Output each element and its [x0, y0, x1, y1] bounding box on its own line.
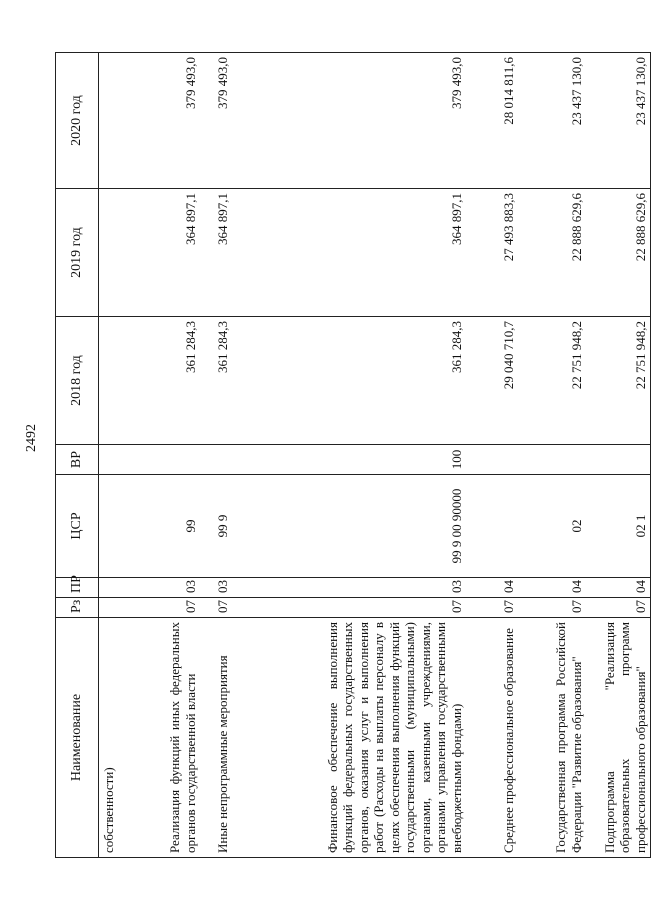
row-rz: 07 — [466, 598, 518, 618]
header-2019: 2019 год — [56, 189, 99, 317]
row-2020: 379 493,0 — [121, 53, 200, 189]
row-pr: 03 — [232, 578, 466, 598]
row-2020: 379 493,0 — [200, 53, 232, 189]
table-row — [518, 53, 586, 858]
row-2019: 364 897,1 — [121, 189, 200, 317]
header-csr: ЦСР — [56, 475, 99, 578]
row-2018: 361 284,3 — [200, 317, 232, 445]
row-csr: 02 1 — [586, 475, 651, 578]
row-2019: 364 897,1 — [200, 189, 232, 317]
continuation-row — [99, 53, 122, 858]
row-2020: 23 437 130,0 — [586, 53, 651, 189]
row-pr: 04 — [466, 578, 518, 598]
header-2018: 2018 год — [56, 317, 99, 445]
row-vr: 100 — [232, 445, 466, 475]
row-csr: 99 9 00 90000 — [232, 475, 466, 578]
row-name: Финансовое обеспечение выполнения функций федеральных государственных органов, оказания услуг и выполнения работ (Расходы на выплаты персоналу в целях обеспечения выполнения функций государственными (муниципальными) органами, казенными учреждениями, органами управления государственными внебюджетными фондами) — [232, 618, 466, 858]
header-vr: ВР — [56, 445, 99, 475]
row-2018: 29 040 710,7 — [466, 317, 518, 445]
header-row — [56, 53, 99, 858]
budget-table — [55, 52, 651, 858]
row-pr: 03 — [200, 578, 232, 598]
row-2018: 22 751 948,2 — [518, 317, 586, 445]
row-pr: 04 — [586, 578, 651, 598]
row-name: Подпрограмма "Реализация образовательных программ профессионального образования" — [586, 618, 651, 858]
row-vr — [586, 445, 651, 475]
row-pr: 03 — [121, 578, 200, 598]
row-rz: 07 — [232, 598, 466, 618]
row-pr: 04 — [518, 578, 586, 598]
row-csr: 99 — [121, 475, 200, 578]
row-rz: 07 — [121, 598, 200, 618]
header-pr: ПР — [56, 578, 99, 598]
row-vr — [121, 445, 200, 475]
header-name: Наименование — [56, 618, 99, 858]
row-vr — [466, 445, 518, 475]
row-vr — [518, 445, 586, 475]
row-csr — [466, 475, 518, 578]
row-2018: 361 284,3 — [121, 317, 200, 445]
table-row — [121, 53, 200, 858]
page-number: 2492 — [24, 424, 39, 452]
row-2020: 379 493,0 — [232, 53, 466, 189]
row-2019: 22 888 629,6 — [586, 189, 651, 317]
row-rz: 07 — [586, 598, 651, 618]
row-name: Среднее профессиональное образование — [466, 618, 518, 858]
header-2020: 2020 год — [56, 53, 99, 189]
continuation-text: собственности) — [99, 618, 122, 858]
row-2019: 364 897,1 — [232, 189, 466, 317]
row-csr: 02 — [518, 475, 586, 578]
row-2018: 22 751 948,2 — [586, 317, 651, 445]
row-name: Реализация функций иных федеральных органов государственной власти — [121, 618, 200, 858]
table-row — [200, 53, 232, 858]
row-2019: 22 888 629,6 — [518, 189, 586, 317]
row-name: Государственная программа Российской Федерации "Развитие образования" — [518, 618, 586, 858]
row-2019: 27 493 883,3 — [466, 189, 518, 317]
row-vr — [200, 445, 232, 475]
table-row — [466, 53, 518, 858]
header-rz: Рз — [56, 598, 99, 618]
table-row — [586, 53, 651, 858]
row-rz: 07 — [200, 598, 232, 618]
row-name: Иные непрограммные мероприятия — [200, 618, 232, 858]
row-rz: 07 — [518, 598, 586, 618]
row-2018: 361 284,3 — [232, 317, 466, 445]
rotated-table-frame — [55, 53, 648, 858]
row-2020: 28 014 811,6 — [466, 53, 518, 189]
row-csr: 99 9 — [200, 475, 232, 578]
table-row — [232, 53, 466, 858]
row-2020: 23 437 130,0 — [518, 53, 586, 189]
